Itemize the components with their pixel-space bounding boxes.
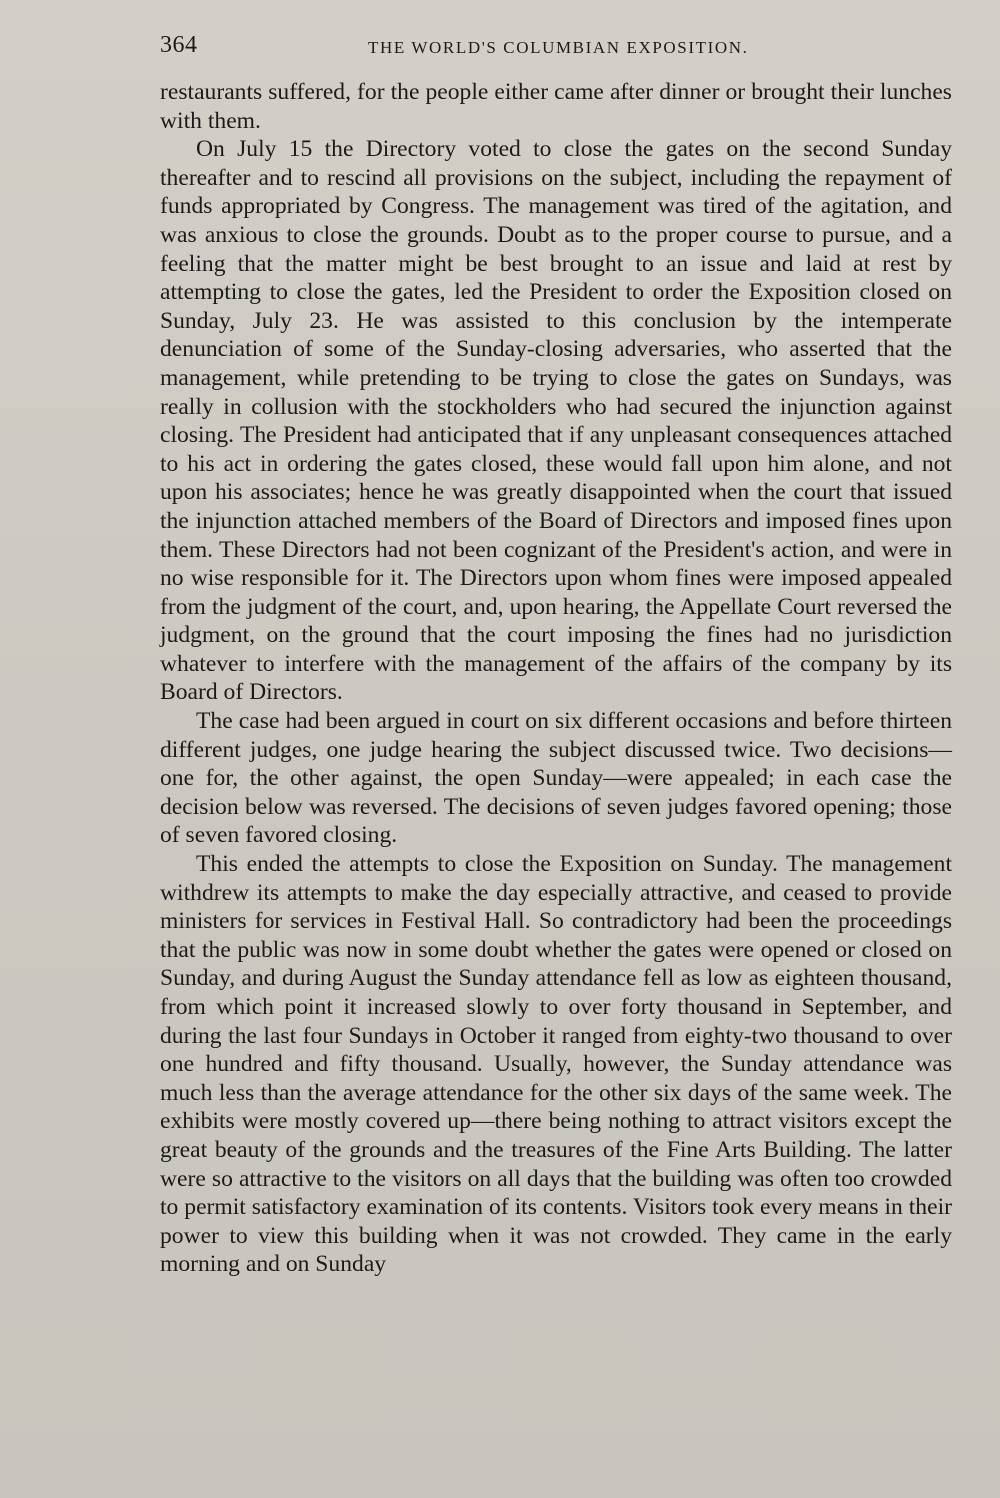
body-text: [160, 78, 952, 1279]
paragraph: This ended the attempts to close the Exposition on Sunday. The management withdrew its attempts to make the day especially attractive, and ceased to provide ministers for services in Festival Hall. So contradictory had been the proceedings that the public was now in some doubt whether the gates were opened or closed on Sunday, and during August the Sunday attendance fell as low as eighteen thousand, from which point it increased slowly to over forty thousand in September, and during the last four Sundays in October it ranged from eighty-two thousand to over one hundred and fifty thousand. Usually, however, the Sunday attendance was much less than the average attendance for the other six days of the same week. The exhibits were mostly covered up—there being nothing to attract visitors except the great beauty of the grounds and the treasures of the Fine Arts Building. The latter were so attractive to the visitors on all days that the building was often too crowded to permit satisfactory examination of its contents. Visitors took every means in their power to view this building when it was not crowded. They came in the early morning and on Sunday: [160, 851, 952, 1278]
paragraph: The case had been argued in court on six different occasions and before thirteen different judges, one judge hearing the subject discussed twice. Two decisions—one for, the other against, the open Sunday—were appealed; in each case the decision below was reversed. The decisions of seven judges favored opening; those of seven favored closing.: [160, 708, 952, 849]
paragraph-continued: restaurants suffered, for the people either came after dinner or brought their lunches with them.: [160, 79, 952, 134]
page-number: 364: [160, 32, 198, 58]
paragraph: On July 15 the Directory voted to close the gates on the second Sunday thereafter and to rescind all provisions on the subject, including the repayment of funds appropriated by Congress. The management was tired of the agitation, and was anxious to close the grounds. Doubt as to the proper course to pursue, and a feeling that the matter might be best brought to an issue and laid at rest by attempting to close the gates, led the President to order the Exposition closed on Sunday, July 23. He was assisted to this conclusion by the intemperate denunciation of some of the Sunday-closing adversaries, who asserted that the management, while pretending to be trying to close the gates on Sundays, was really in collusion with the stockholders who had secured the injunction against closing. The President had anticipated that if any unpleasant consequences attached to his act in ordering the gates closed, these would fall upon him alone, and not upon his associates; hence he was greatly disappointed when the court that issued the injunction attached members of the Board of Directors and imposed fines upon them. These Directors had not been cognizant of the President's action, and were in no wise responsible for it. The Directors upon whom fines were imposed appealed from the judgment of the court, and, upon hearing, the Appellate Court reversed the judgment, on the ground that the court imposing the fines had no jurisdiction whatever to interfere with the management of the affairs of the company by its Board of Directors.: [160, 136, 952, 706]
running-head: THE WORLD'S COLUMBIAN EXPOSITION.: [368, 38, 749, 57]
page-header: [160, 26, 950, 66]
